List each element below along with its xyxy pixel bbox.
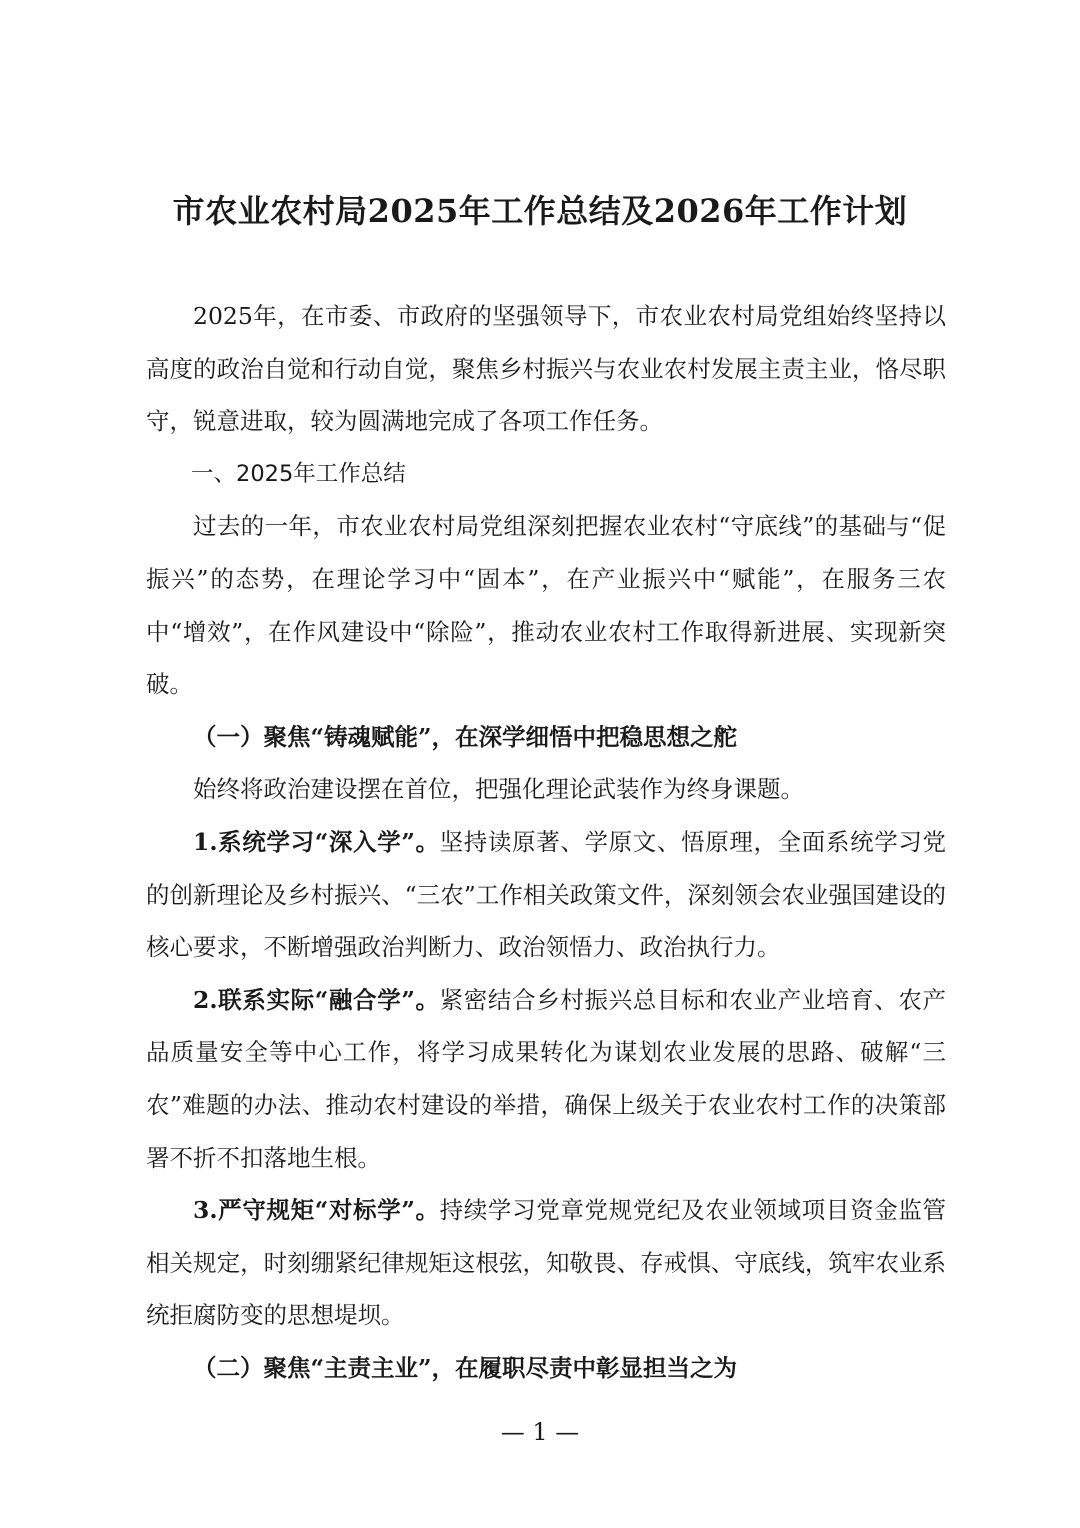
intro-paragraph: 2025年，在市委、市政府的坚强领导下，市农业农村局党组始终坚持以高度的政治自觉和行动自觉，聚焦乡村振兴与农业农村发展主责主业，恪尽职守，锐意进取，较为圆满地完成了各项工作任务。 xyxy=(146,302,946,436)
subsection-heading-2: （二）聚焦“主责主业”，在履职尽责中彰显担当之为 xyxy=(193,1353,738,1382)
list-item xyxy=(146,1184,946,1342)
list-item-lead: 1.系统学习“深入学”。 xyxy=(193,827,440,856)
list-item-lead: 3.严守规矩“对标学”。 xyxy=(193,1196,440,1225)
document-body xyxy=(146,290,946,1394)
list-item-text: 坚持读原著、学原文、悟原理，全面系统学习党的创新理论及乡村振兴、“三农”工作相关政策文件，深刻领会农业强国建设的核心要求，不断增强政治判断力、政治领悟力、政治执行力。 xyxy=(146,827,946,962)
summary-paragraph: 过去的一年，市农业农村局党组深刻把握农业农村“守底线”的基础与“促振兴”的态势，在理论学习中“固本”，在产业振兴中“赋能”，在服务三农中“增效”，在作风建设中“除险”，推动农业农村工作取得新进展、实现新突破。 xyxy=(146,512,946,699)
page-number: — 1 — xyxy=(500,1418,580,1446)
document-title: 市农业农村局2025年工作总结及2026年工作计划 xyxy=(172,192,908,230)
list-item xyxy=(146,816,946,974)
section-heading-summary: 一、2025年工作总结 xyxy=(191,460,406,487)
subsection-1-intro: 始终将政治建设摆在首位，把强化理论武装作为终身课题。 xyxy=(193,775,804,804)
list-item-lead: 2.联系实际“融合学”。 xyxy=(193,985,440,1014)
subsection-heading-1: （一）聚焦“铸魂赋能”，在深学细悟中把稳思想之舵 xyxy=(193,722,738,751)
list-item-text: 持续学习党章党规党纪及农业领域项目资金监管相关规定，时刻绷紧纪律规矩这根弦，知敬畏、存戒惧、守底线，筑牢农业系统拒腐防变的思想堤坝。 xyxy=(146,1196,946,1330)
list-item xyxy=(146,974,946,1184)
list-item-text: 紧密结合乡村振兴总目标和农业产业培育、农产品质量安全等中心工作，将学习成果转化为谋划农业发展的思路、破解“三农”难题的办法、推动农村建设的举措，确保上级关于农业农村工作的决策部署不折不扣落地生根。 xyxy=(146,985,946,1172)
